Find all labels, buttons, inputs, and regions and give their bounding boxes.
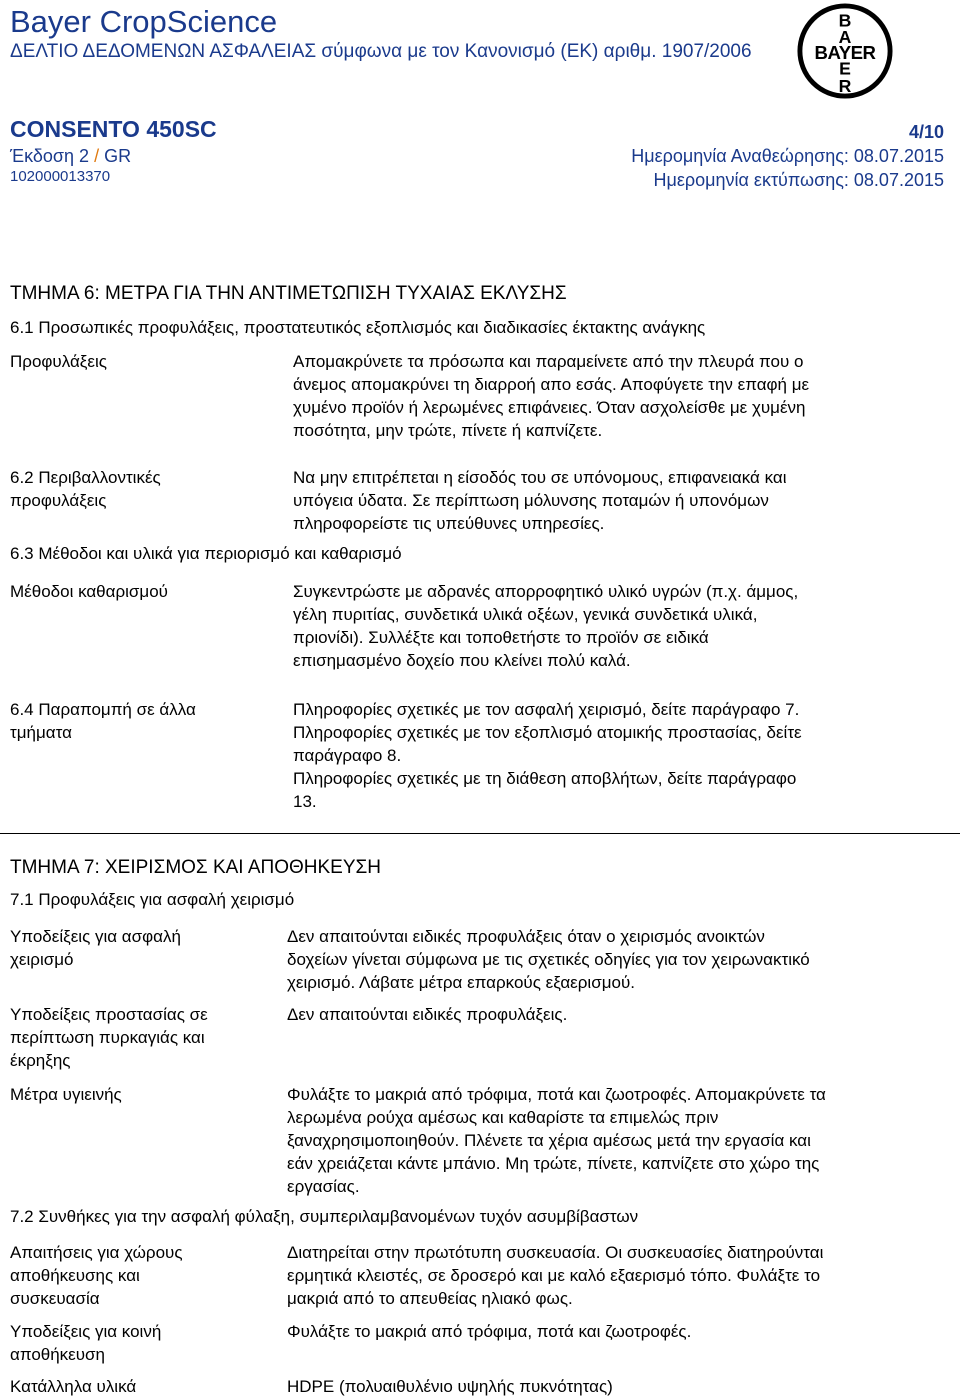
common-storage-text (287, 1320, 691, 1343)
svg-text:E: E (839, 58, 851, 79)
svg-text:BAYER: BAYER (814, 41, 876, 63)
subsection-6-1-title: 6.1 Προσωπικές προφυλάξεις, προστατευτικός εξοπλισμός και διαδικασίες έκτακτης ανάγκης (10, 318, 706, 337)
text-line: μακριά από το απευθείας ηλιακό φως. (287, 1289, 573, 1308)
version-label: Έκδοση 2 (10, 146, 90, 166)
text-line: Πληροφορίες σχετικές με τη διάθεση αποβλήτων, δείτε παράγραφο (293, 769, 797, 788)
label-line: Υποδείξεις προστασίας σε (10, 1005, 208, 1024)
environmental-precautions-label (10, 466, 260, 512)
text-line: Δεν απαιτούνται ειδικές προφυλάξεις όταν ο χειρισμός ανοικτών (287, 927, 765, 946)
cleaning-methods-label: Μέθοδοι καθαρισμού (10, 582, 168, 601)
svg-text:R: R (838, 76, 852, 97)
label-line: Υποδείξεις για ασφαλή (10, 927, 181, 946)
text-line: δοχείων γίνεται σύμφωνα με τις σχετικές οδηγίες για τον χειρωνακτικό (287, 950, 810, 969)
text-line: εάν χρειάζεται κάντε μπάνιο. Μη τρώτε, πίνετε, καπνίζετε στο χώρο της (287, 1154, 820, 1173)
text-line: πληροφορείστε τις υπεύθυνες υπηρεσίες. (293, 514, 605, 533)
text-line: χειρισμό. Λάβατε μέτρα επαρκούς εξαερισμού. (287, 973, 635, 992)
safe-handling-text (287, 925, 810, 994)
safe-handling-label (10, 925, 260, 971)
label-line: 6.2 Περιβαλλοντικές (10, 468, 161, 487)
text-line: χυμένο προϊόν ή λερωμένες επιφάνειες. Όταν ασχολείσθε με χυμένη (293, 398, 806, 417)
text-line: άνεμος απομακρύνει τη διαρροή απο εσάς. Αποφύγετε την επαφή με (293, 375, 810, 394)
label-line: 6.4 Παραπομπή σε άλλα (10, 700, 196, 719)
subsection-7-1-title: 7.1 Προφυλάξεις για ασφαλή χειρισμό (10, 890, 295, 909)
print-date: Ημερομηνία εκτύπωσης: 08.07.2015 (653, 170, 944, 190)
suitable-materials-text: HDPE (πολυαιθυλένιο υψηλής πυκνότητας) (287, 1377, 613, 1396)
section-6-title: ΤΜΗΜΑ 6: ΜΕΤΡΑ ΓΙΑ ΤΗΝ ΑΝΤΙΜΕΤΩΠΙΣΗ ΤΥΧΑΙΑΣ ΕΚΛΥΣΗΣ (10, 283, 567, 304)
document-header (10, 4, 770, 64)
precautions-text (293, 350, 809, 442)
label-line: χειρισμό (10, 950, 74, 969)
suitable-materials-label: Κατάλληλα υλικά (10, 1377, 137, 1396)
version-info (10, 146, 131, 167)
text-line: Απομακρύνετε τα πρόσωπα και παραμείνετε από την πλευρά που ο (293, 352, 804, 371)
text-line: 13. (293, 792, 317, 811)
company-name: Bayer CropScience (10, 4, 278, 39)
label-line: συσκευασία (10, 1289, 100, 1308)
label-line: προφυλάξεις (10, 491, 107, 510)
environmental-precautions-text (293, 466, 787, 535)
svg-text:A: A (838, 27, 852, 48)
text-line: ερμητικά κλειστές, σε δροσερό και με καλό εξαερισμό τόπο. Φυλάξτε το (287, 1266, 821, 1285)
hygiene-measures-label: Μέτρα υγιεινής (10, 1085, 122, 1104)
label-line: τμήματα (10, 723, 72, 742)
storage-requirements-text (287, 1241, 823, 1310)
precautions-label: Προφυλάξεις (10, 352, 107, 371)
language-code: GR (104, 146, 132, 166)
text-line: Διατηρείται στην πρωτότυπη συσκευασία. Οι συσκευασίες διατηρούνται (287, 1243, 824, 1262)
text-line: Δεν απαιτούνται ειδικές προφυλάξεις. (287, 1005, 568, 1024)
fire-protection-text (287, 1003, 567, 1026)
text-line: υπόγεια ύδατα. Σε περίπτωση μόλυνσης ποταμών ή υπονόμων (293, 491, 769, 510)
section-divider (0, 833, 960, 834)
document-number: 102000013370 (10, 168, 111, 185)
text-line: παράγραφο 8. (293, 746, 402, 765)
label-line: αποθήκευση (10, 1345, 106, 1364)
svg-text:B: B (838, 10, 852, 31)
label-line: Απαιτήσεις για χώρους (10, 1243, 183, 1262)
text-line: λερωμένα ρούχα αμέσως και καθαρίστε τα επιμελώς πριν (287, 1108, 719, 1127)
text-line: Πληροφορίες σχετικές με τον ασφαλή χειρισμό, δείτε παράγραφο 7. (293, 700, 800, 719)
sds-title: ΔΕΛΤΙΟ ΔΕΔΟΜΕΝΩΝ ΑΣΦΑΛΕΙΑΣ σύμφωνα με τον Κανονισμό (ΕΚ) αριθμ. 1907/2006 (10, 41, 752, 62)
subsection-6-3-title: 6.3 Μέθοδοι και υλικά για περιορισμό και καθαρισμό (10, 544, 402, 563)
section-7-title: ΤΜΗΜΑ 7: ΧΕΙΡΙΣΜΟΣ ΚΑΙ ΑΠΟΘΗΚΕΥΣΗ (10, 857, 381, 878)
subsection-7-2-title: 7.2 Συνθήκες για την ασφαλή φύλαξη, συμπεριλαμβανομένων τυχόν ασυμβίβαστων (10, 1207, 639, 1226)
text-line: Φυλάξτε το μακριά από τρόφιμα, ποτά και ζωοτροφές. (287, 1322, 692, 1341)
text-line: επισημασμένο δοχείο που κλείνει πολύ καλά. (293, 651, 631, 670)
product-name: CONSENTO 450SC (10, 116, 217, 142)
text-line: Να μην επιτρέπεται η είσοδός του σε υπόνομους, επιφανειακά και (293, 468, 787, 487)
label-line: έκρηξης (10, 1051, 71, 1070)
fire-protection-label (10, 1003, 260, 1072)
hygiene-measures-text (287, 1083, 826, 1198)
revision-date: Ημερομηνία Αναθεώρησης: 08.07.2015 (631, 146, 944, 166)
text-line: Συγκεντρώστε με αδρανές απορροφητικό υλικό υγρών (π.χ. άμμος, (293, 582, 799, 601)
label-line: αποθήκευσης και (10, 1266, 140, 1285)
storage-requirements-label (10, 1241, 260, 1310)
text-line: πριονίδι). Συλλέξτε και τοποθετήστε το προϊόν σε ειδικά (293, 628, 709, 647)
label-line: Υποδείξεις για κοινή (10, 1322, 162, 1341)
text-line: ξαναχρησιμοποιηθούν. Πλένετε τα χέρια αμέσως μετά την εργασία και (287, 1131, 811, 1150)
text-line: γέλη πυριτίας, συνδετικά υλικά οξέων, γενικά συνδετικά υλικά, (293, 605, 758, 624)
reference-sections-label (10, 698, 260, 744)
text-line: ποσότητα, μην τρώτε, πίνετε ή καπνίζετε. (293, 421, 603, 440)
text-line: εργασίας. (287, 1177, 360, 1196)
text-line: Φυλάξτε το μακριά από τρόφιμα, ποτά και ζωοτροφές. Απομακρύνετε τα (287, 1085, 826, 1104)
label-line: περίπτωση πυρκαγιάς και (10, 1028, 205, 1047)
page-number: 4/10 (908, 122, 944, 142)
reference-sections-text (293, 698, 802, 813)
common-storage-label (10, 1320, 260, 1366)
bayer-cross-logo (796, 2, 894, 100)
text-line: Πληροφορίες σχετικές με τον εξοπλισμό ατομικής προστασίας, δείτε (293, 723, 802, 742)
version-separator: / (94, 146, 100, 166)
cleaning-methods-text (293, 580, 798, 672)
